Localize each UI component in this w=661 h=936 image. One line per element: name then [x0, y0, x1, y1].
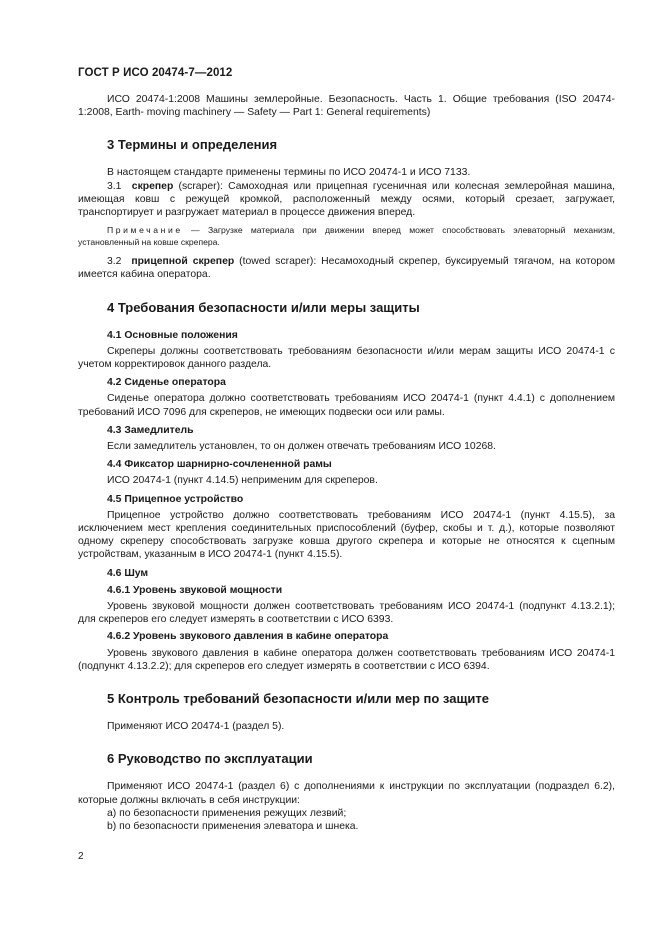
note-label: Примечание	[107, 225, 183, 236]
subsection-4-6-1-title: 4.6.1 Уровень звуковой мощности	[107, 584, 283, 596]
subsection-4-5-text: Прицепное устройство должно соответствовать требованиям ИСО 20474-1 (пункт 4.15.5), за исключением мест крепления соединительных приспособлений (буфер, скобы и т. д.), которые позволяют одному скреперу способствовать загрузке ковша другого скрепера и которые не относятся к сцепным устройствам, указанным в ИСО 20474-1 (пункт 4.15.5).	[78, 509, 615, 561]
note-text: — Загрузке материала при движении вперед может способствовать элеваторный механизм, установленный на ковше скрепера.	[78, 225, 615, 248]
subsection-4-2-text: Сиденье оператора должно соответствовать требованиям ИСО 20474-1 (пункт 4.4.1) с дополнением требований ИСО 7096 для скреперов, не имеющих подвески оси или рамы.	[78, 393, 615, 418]
term-3-1	[78, 180, 615, 220]
document-body	[78, 93, 615, 833]
subsection-4-6-2-title: 4.6.2 Уровень звукового давления в кабине оператора	[107, 631, 389, 643]
section-3-title: 3 Термины и определения	[107, 137, 278, 153]
subsection-4-3-title: 4.3 Замедлитель	[107, 424, 194, 436]
note-3-1	[78, 224, 615, 248]
page-number: 2	[78, 851, 84, 862]
subsection-4-4-title: 4.4 Фиксатор шарнирно-сочлененной рамы	[107, 459, 332, 471]
subsection-4-4-text: ИСО 20474-1 (пункт 4.14.5) неприменим для скреперов.	[107, 475, 378, 487]
subsection-4-6-1-text: Уровень звуковой мощности должен соответствовать требованиям ИСО 20474-1 (подпункт 4.13.2.1); для скреперов его следует измерять в соответствии с ИСО 6393.	[78, 601, 615, 626]
subsection-4-3-text: Если замедлитель установлен, то он должен отвечать требованиям ИСО 10268.	[107, 441, 496, 453]
list-item: a) по безопасности применения режущих лезвий;	[107, 807, 347, 819]
subsection-4-6-title: 4.6 Шум	[107, 567, 149, 579]
subsection-4-1-text: Скреперы должны соответствовать требованиям безопасности и/или мерам защиты ИСО 20474-1 с учетом корректировок данного раздела.	[78, 345, 615, 371]
section-3-intro: В настоящем стандарте применены термины по ИСО 20474-1 и ИСО 7133.	[107, 167, 471, 179]
section-6-text: Применяют ИСО 20474-1 (раздел 6) с дополнениями к инструкции по эксплуатации (подраздел 6.2), которые должны включать в себя инструкции:	[78, 781, 615, 806]
section-5-text: Применяют ИСО 20474-1 (раздел 5).	[107, 721, 285, 733]
term-3-1-definition: (scraper): Самоходная или прицепная гусеничная или колесная землеройная машина, имеющая ковш с режущей кромкой, расположенный между осями, который срезает, загружает, транспортирует и разгружает материал в процессе движения вперед.	[78, 180, 615, 219]
term-3-2-definition: (towed scraper): Несамоходный скрепер, буксируемый тягачом, на котором имеется кабина оператора.	[78, 256, 616, 281]
list-item: b) по безопасности применения элеватора и шнека.	[107, 820, 359, 832]
section-5-title: 5 Контроль требований безопасности и/или мер по защите	[107, 691, 490, 707]
subsection-4-5-title: 4.5 Прицепное устройство	[107, 493, 244, 505]
normative-reference: ИСО 20474-1:2008 Машины землеройные. Безопасность. Часть 1. Общие требования (ISO 20474-1:2008, Earth- moving machinery — Safety — Part 1: General requirements)	[78, 94, 615, 119]
subsection-4-1-title: 4.1 Основные положения	[107, 329, 238, 341]
section-4-title: 4 Требования безопасности и/или меры защиты	[107, 299, 420, 315]
term-3-2-name: прицепной скрепер	[131, 256, 235, 268]
term-3-2-number: 3.2	[107, 256, 122, 268]
term-3-1-name: скрепер	[131, 180, 174, 192]
term-3-1-number: 3.1	[107, 180, 122, 192]
subsection-4-2-title: 4.2 Сиденье оператора	[107, 377, 226, 389]
term-3-2	[78, 255, 615, 281]
section-6-title: 6 Руководство по эксплуатации	[107, 751, 313, 767]
subsection-4-6-2-text: Уровень звукового давления в кабине оператора должен соответствовать требованиям ИСО 20474-1 (подпункт 4.13.2.2); для скреперов его следует измерять в соответствии с ИСО 6394.	[78, 647, 615, 672]
document-header: ГОСТ Р ИСО 20474-7—2012	[78, 67, 233, 79]
